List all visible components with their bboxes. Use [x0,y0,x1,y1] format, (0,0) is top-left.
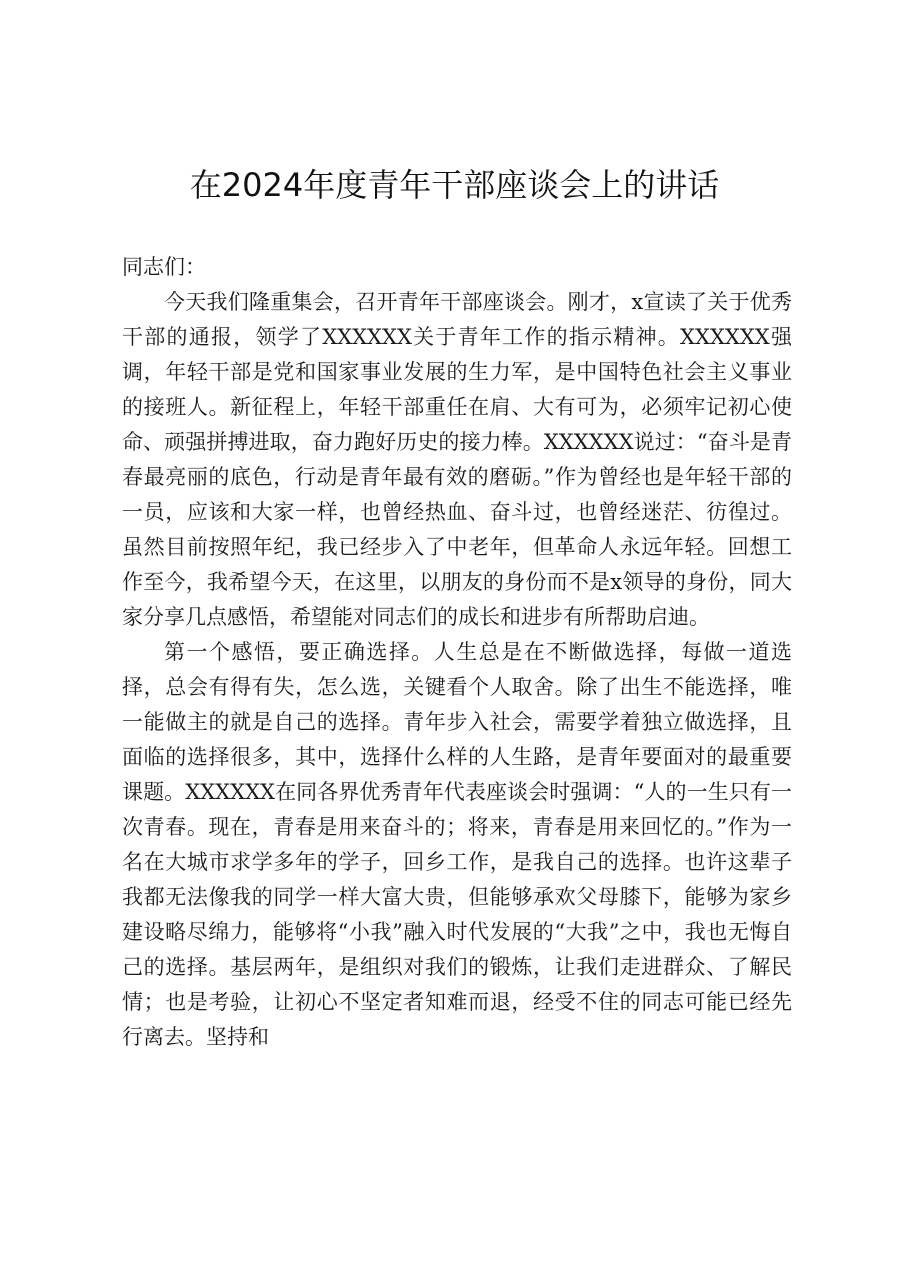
document-body [122,250,792,1055]
salutation: 同志们： [122,255,206,279]
paragraph-opening: 今天我们隆重集会，召开青年干部座谈会。刚才，x宣读了关于优秀干部的通报，领学了XXXXXX关于青年工作的指示精神。XXXXXX强调，年轻干部是党和国家事业发展的生力军，是中国特色社会主义事业的接班人。新征程上，年轻干部重任在肩、大有可为，必须牢记初心使命、顽强拼搏进取，奋力跑好历史的接力棒。XXXXXX说过：“奋斗是青春最亮丽的底色，行动是青年最有效的磨砺。”作为曾经也是年轻干部的一员，应该和大家一样，也曾经热血、奋斗过，也曾经迷茫、彷徨过。虽然目前按照年纪，我已经步入了中老年，但革命人永远年轻。回想工作至今，我希望今天，在这里，以朋友的身份而不是x领导的身份，同大家分享几点感悟，希望能对同志们的成长和进步有所帮助启迪。 [122,290,792,629]
document-title: 在2024年度青年干部座谈会上的讲话 [189,166,720,204]
paragraph-first-insight: 第一个感悟，要正确选择。人生总是在不断做选择，每做一道选择，总会有得有失，怎么选，关键看个人取舍。除了出生不能选择，唯一能做主的就是自己的选择。青年步入社会，需要学着独立做选择，且面临的选择很多，其中，选择什么样的人生路，是青年要面对的最重要课题。XXXXXX在同各界优秀青年代表座谈会时强调：“人的一生只有一次青春。现在，青春是用来奋斗的；将来，青春是用来回忆的。”作为一名在大城市求学多年的学子，回乡工作，是我自己的选择。也许这辈子我都无法像我的同学一样大富大贵，但能够承欢父母膝下，能够为家乡建设略尽绵力，能够将“小我”融入时代发展的“大我”之中，我也无悔自己的选择。基层两年，是组织对我们的锻炼，让我们走进群众、了解民情；也是考验，让初心不坚定者知难而退，经受不住的同志可能已经先行离去。坚持和 [122,640,792,1049]
